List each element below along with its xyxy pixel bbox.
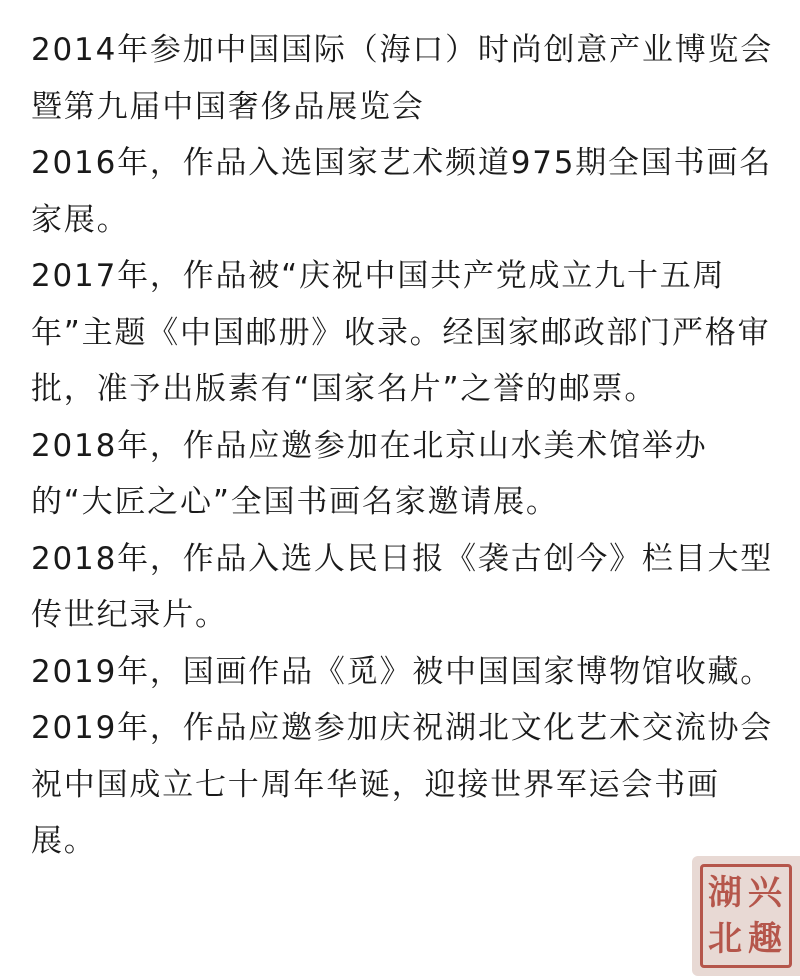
- entry-2018-exhibition: 2018年，作品应邀参加在北京山水美术馆举办的“大匠之心”全国书画名家邀请展。: [31, 427, 708, 520]
- entry-2018-documentary: 2018年，作品入选人民日报《袭古创今》栏目大型传世纪录片。: [31, 540, 774, 633]
- entry-2016: 2016年，作品入选国家艺术频道975期全国书画名家展。: [31, 145, 773, 238]
- entry-2019-collection: 2019年，国画作品《觅》被中国国家博物馆收藏。: [31, 653, 774, 690]
- entry-2014: 2014年参加中国国际（海口）时尚创意产业博览会暨第九届中国奢侈品展览会: [31, 32, 774, 125]
- seal-glyph: 趣: [748, 919, 782, 959]
- seal-glyph: 兴: [748, 873, 782, 913]
- entry-2019-exhibition: 2019年，作品应邀参加庆祝湖北文化艺术交流协会祝中国成立七十周年华诞，迎接世界军运会书画展。: [31, 710, 774, 859]
- entry-2017: 2017年，作品被“庆祝中国共产党成立九十五周年”主题《中国邮册》收录。经国家邮政部门严格审批，准予出版素有“国家名片”之誉的邮票。: [31, 258, 771, 407]
- seal-stamp-watermark: [692, 856, 800, 976]
- article-body: [31, 22, 783, 870]
- seal-glyph: 湖: [708, 873, 742, 913]
- seal-glyph: 北: [708, 919, 742, 959]
